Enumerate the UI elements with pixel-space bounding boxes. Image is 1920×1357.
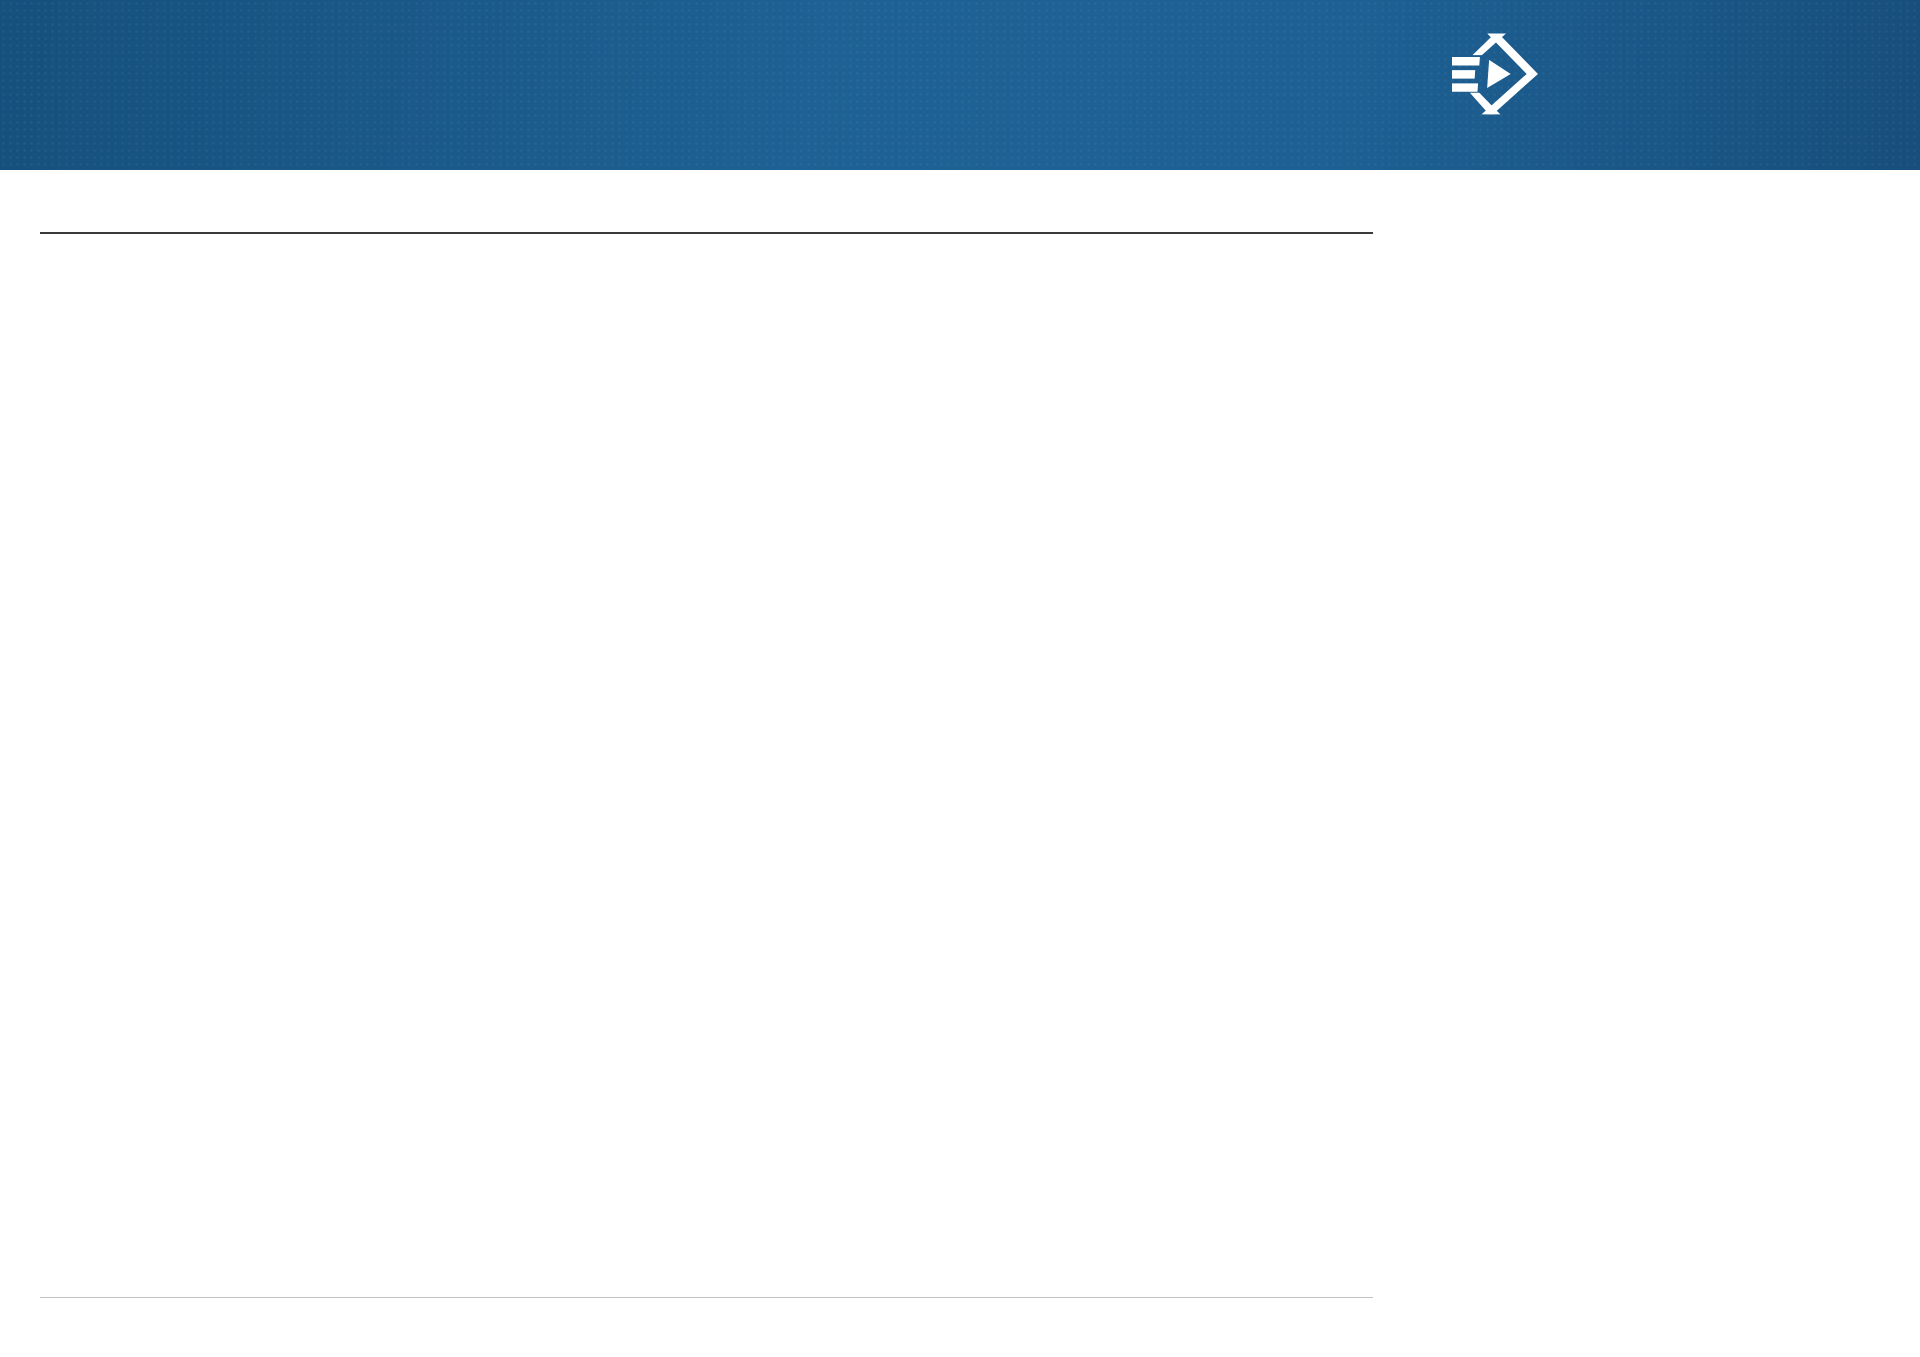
header-banner xyxy=(0,0,1920,170)
zubr-logo-icon xyxy=(1452,26,1546,120)
table-bottom-rule xyxy=(40,1297,1373,1298)
header-rule xyxy=(40,232,1373,234)
footer xyxy=(52,1311,78,1328)
